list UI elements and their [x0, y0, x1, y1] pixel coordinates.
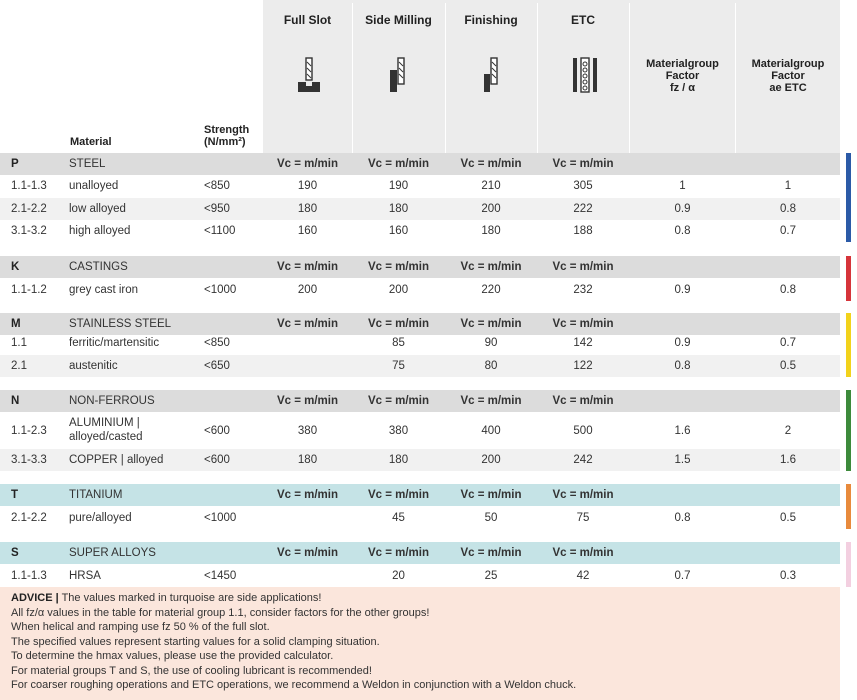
- side-milling-value: 190: [388, 180, 409, 192]
- group-code: P: [11, 158, 19, 170]
- material-name-cell: grey cast iron: [69, 284, 139, 296]
- material-name-cell: COPPER | alloyed: [69, 454, 164, 466]
- vc-unit-label: Vc = m/min: [460, 261, 522, 273]
- side-milling-value: 160: [388, 225, 409, 237]
- fz-factor-value: 0.9: [674, 337, 691, 349]
- fz-factor-value: 0.9: [674, 203, 691, 215]
- finishing-value: 220: [481, 284, 501, 296]
- advice-line: The specified values represent starting values for a solid clamping situation.: [11, 635, 380, 648]
- fz-factor-value: 0.7: [674, 570, 691, 582]
- vc-unit-label: Vc = m/min: [460, 318, 522, 330]
- material-code-cell: 1.1: [11, 337, 27, 349]
- material-code-cell: 1.1-2.3: [11, 424, 47, 437]
- material-name-cell: unalloyed: [69, 180, 119, 192]
- strength-cell: <1000: [204, 512, 237, 524]
- strength-cell: <1450: [204, 570, 237, 582]
- vc-unit-label: Vc = m/min: [276, 395, 339, 407]
- side-milling-value: 180: [388, 203, 409, 215]
- finishing-icon: [481, 56, 503, 94]
- advice-line: All fz/α values in the table for material group 1.1, consider factors for the other groups!: [11, 606, 430, 619]
- full-slot-value: 180: [297, 454, 318, 466]
- material-group-header-t: [0, 484, 840, 506]
- column-title-etc: ETC: [571, 13, 595, 27]
- finishing-value: 200: [481, 454, 501, 466]
- finishing-value: 90: [484, 337, 498, 349]
- material-code-cell: 3.1-3.3: [11, 454, 47, 466]
- side-milling-value: 75: [392, 360, 405, 372]
- full-slot-value: 200: [297, 284, 318, 296]
- advice-line: When helical and ramping use fz 50 % of the full slot.: [11, 621, 270, 633]
- group-name: STEEL: [69, 158, 106, 170]
- full-slot-value: 180: [297, 203, 318, 215]
- fz-factor-value: 0.8: [674, 360, 691, 372]
- etc-value: 305: [573, 180, 593, 192]
- materialgroup-factor-ae-heading: Materialgroup Factor ae ETC: [751, 58, 825, 94]
- etc-value: 42: [576, 570, 590, 582]
- etc-icon: [572, 56, 598, 94]
- strength-cell: <850: [204, 180, 230, 192]
- material-name-cell: pure/alloyed: [69, 512, 132, 524]
- material-code-cell: 2.1: [11, 360, 27, 372]
- fz-factor-value: 0.8: [674, 225, 691, 237]
- ae-factor-value: 0.7: [780, 225, 796, 237]
- group-name: STAINLESS STEEL: [69, 318, 172, 330]
- strength-cell: <600: [204, 454, 230, 466]
- group-accent-bar: [846, 153, 851, 242]
- fz-factor-value: 1.5: [674, 454, 691, 466]
- table-row: [0, 175, 840, 197]
- full-slot-value: 160: [297, 225, 318, 237]
- material-code-cell: 2.1-2.2: [11, 203, 47, 215]
- ae-factor-value: 0.3: [780, 570, 796, 582]
- ae-factor-value: 1: [784, 180, 792, 192]
- material-group-header-p: [0, 153, 840, 175]
- etc-value: 242: [573, 454, 593, 466]
- materialgroup-factor-fz-heading: Materialgroup Factor fz / α: [646, 58, 719, 94]
- finishing-value: 50: [484, 512, 498, 524]
- vc-unit-label: Vc = m/min: [367, 318, 430, 330]
- finishing-value: 25: [484, 570, 498, 582]
- table-row: [0, 198, 840, 220]
- group-code: S: [11, 547, 19, 559]
- vc-unit-label: Vc = m/min: [552, 261, 614, 273]
- etc-value: 222: [573, 203, 593, 215]
- vc-unit-label: Vc = m/min: [460, 158, 522, 170]
- material-name-cell: high alloyed: [69, 225, 131, 237]
- group-code: N: [11, 395, 20, 407]
- material-code-cell: 3.1-3.2: [11, 225, 47, 237]
- full-slot-value: [263, 565, 352, 587]
- finishing-value: 80: [484, 360, 498, 372]
- ae-factor-value: 0.8: [780, 203, 796, 215]
- vc-unit-label: Vc = m/min: [367, 395, 430, 407]
- advice-label: ADVICE: [11, 592, 53, 604]
- strength-cell: <650: [204, 360, 230, 372]
- group-code: K: [11, 261, 20, 273]
- fz-factor-value: 1.6: [674, 424, 691, 437]
- ae-factor-value: 0.7: [780, 337, 796, 349]
- group-accent-bar: [846, 313, 851, 377]
- side-milling-value: 20: [392, 570, 405, 582]
- material-group-header-n: [0, 390, 840, 412]
- full-slot-value: [263, 332, 352, 354]
- etc-value: 142: [573, 337, 593, 349]
- strength-cell: <850: [204, 337, 230, 349]
- table-row: [0, 332, 840, 354]
- full-slot-value: 190: [297, 180, 318, 192]
- group-code: M: [11, 318, 21, 330]
- material-code-cell: 1.1-1.3: [11, 180, 47, 192]
- full-slot-icon: [296, 56, 322, 94]
- advice-box: [0, 587, 840, 700]
- fz-factor-value: 1: [679, 180, 686, 192]
- material-name-cell: low alloyed: [69, 203, 126, 215]
- material-group-header-s: [0, 542, 840, 564]
- vc-unit-label: Vc = m/min: [552, 547, 614, 559]
- vc-unit-label: Vc = m/min: [276, 489, 339, 501]
- ae-factor-value: 0.5: [780, 360, 796, 372]
- advice-line: To determine the hmax values, please use the provided calculator.: [11, 650, 334, 662]
- material-code-cell: 2.1-2.2: [11, 512, 47, 524]
- finishing-value: 400: [481, 424, 501, 437]
- table-row: [0, 355, 840, 377]
- column-title-finishing: Finishing: [464, 13, 518, 27]
- advice-line: For coarser roughing operations and ETC operations, we recommend a Weldon in conjunction with a Weldon chuck.: [11, 679, 577, 691]
- vc-unit-label: Vc = m/min: [276, 318, 339, 330]
- vc-unit-label: Vc = m/min: [552, 395, 614, 407]
- ae-factor-value: 0.5: [780, 512, 796, 524]
- material-code-cell: 1.1-1.2: [11, 284, 47, 296]
- group-name: TITANIUM: [69, 489, 123, 501]
- fz-factor-value: 0.9: [674, 284, 691, 296]
- fz-factor-value: 0.8: [674, 512, 691, 524]
- group-accent-bar: [846, 542, 851, 587]
- material-name-cell: HRSA: [69, 570, 101, 582]
- vc-unit-label: Vc = m/min: [460, 547, 522, 559]
- etc-value: 75: [576, 512, 590, 524]
- side-milling-value: 180: [388, 454, 409, 466]
- column-title-full-slot: Full Slot: [283, 13, 332, 27]
- full-slot-value: [263, 507, 352, 529]
- group-name: SUPER ALLOYS: [69, 547, 156, 559]
- table-row: [0, 449, 840, 471]
- strength-column-heading: Strength (N/mm²): [204, 124, 250, 148]
- side-milling-value: 45: [392, 512, 405, 524]
- strength-cell: <1000: [204, 284, 237, 296]
- etc-value: 500: [573, 424, 593, 437]
- ae-factor-value: 0.8: [780, 284, 796, 296]
- vc-unit-label: Vc = m/min: [367, 547, 430, 559]
- strength-cell: <600: [204, 424, 230, 437]
- vc-unit-label: Vc = m/min: [276, 158, 339, 170]
- vc-unit-label: Vc = m/min: [460, 395, 522, 407]
- table-row: [0, 412, 840, 449]
- vc-unit-label: Vc = m/min: [367, 489, 430, 501]
- vc-unit-label: Vc = m/min: [367, 158, 430, 170]
- material-name-cell: ALUMINIUM | alloyed/casted: [69, 417, 143, 443]
- vc-unit-label: Vc = m/min: [367, 261, 430, 273]
- strength-cell: <1100: [204, 225, 236, 237]
- finishing-value: 210: [481, 180, 501, 192]
- vc-unit-label: Vc = m/min: [552, 489, 614, 501]
- table-row: [0, 279, 840, 301]
- group-code: T: [11, 489, 19, 501]
- full-slot-value: [263, 355, 352, 377]
- side-milling-value: 380: [388, 424, 409, 437]
- vc-unit-label: Vc = m/min: [460, 489, 522, 501]
- ae-factor-value: 2: [784, 424, 792, 437]
- advice-line: For material groups T and S, the use of cooling lubricant is recommended!: [11, 664, 372, 677]
- group-accent-bar: [846, 256, 851, 301]
- material-code-cell: 1.1-1.3: [11, 570, 47, 582]
- vc-unit-label: Vc = m/min: [276, 547, 339, 559]
- vc-unit-label: Vc = m/min: [552, 318, 614, 330]
- advice-first-line: ADVICE | The values marked in turquoise are side applications!: [11, 592, 322, 604]
- side-milling-value: 200: [388, 284, 409, 296]
- material-name-cell: austenitic: [69, 360, 118, 372]
- group-name: CASTINGS: [69, 261, 128, 273]
- column-title-side-milling: Side Milling: [365, 13, 432, 27]
- finishing-value: 180: [481, 225, 501, 237]
- table-row: [0, 507, 840, 529]
- vc-unit-label: Vc = m/min: [552, 158, 614, 170]
- table-row: [0, 220, 840, 242]
- material-column-heading: Material: [70, 136, 112, 148]
- group-name: NON-FERROUS: [69, 395, 155, 407]
- side-milling-value: 85: [392, 337, 405, 349]
- strength-cell: <950: [204, 203, 230, 215]
- material-group-header-k: [0, 256, 840, 278]
- material-name-cell: ferritic/martensitic: [69, 337, 160, 349]
- etc-value: 122: [573, 360, 593, 372]
- table-row: [0, 565, 840, 587]
- etc-value: 188: [573, 225, 593, 237]
- etc-value: 232: [573, 284, 593, 296]
- group-accent-bar: [846, 484, 851, 529]
- full-slot-value: 380: [297, 424, 318, 437]
- finishing-value: 200: [481, 203, 501, 215]
- group-accent-bar: [846, 390, 851, 471]
- vc-unit-label: Vc = m/min: [276, 261, 339, 273]
- side-milling-icon: [388, 56, 410, 94]
- ae-factor-value: 1.6: [780, 454, 796, 466]
